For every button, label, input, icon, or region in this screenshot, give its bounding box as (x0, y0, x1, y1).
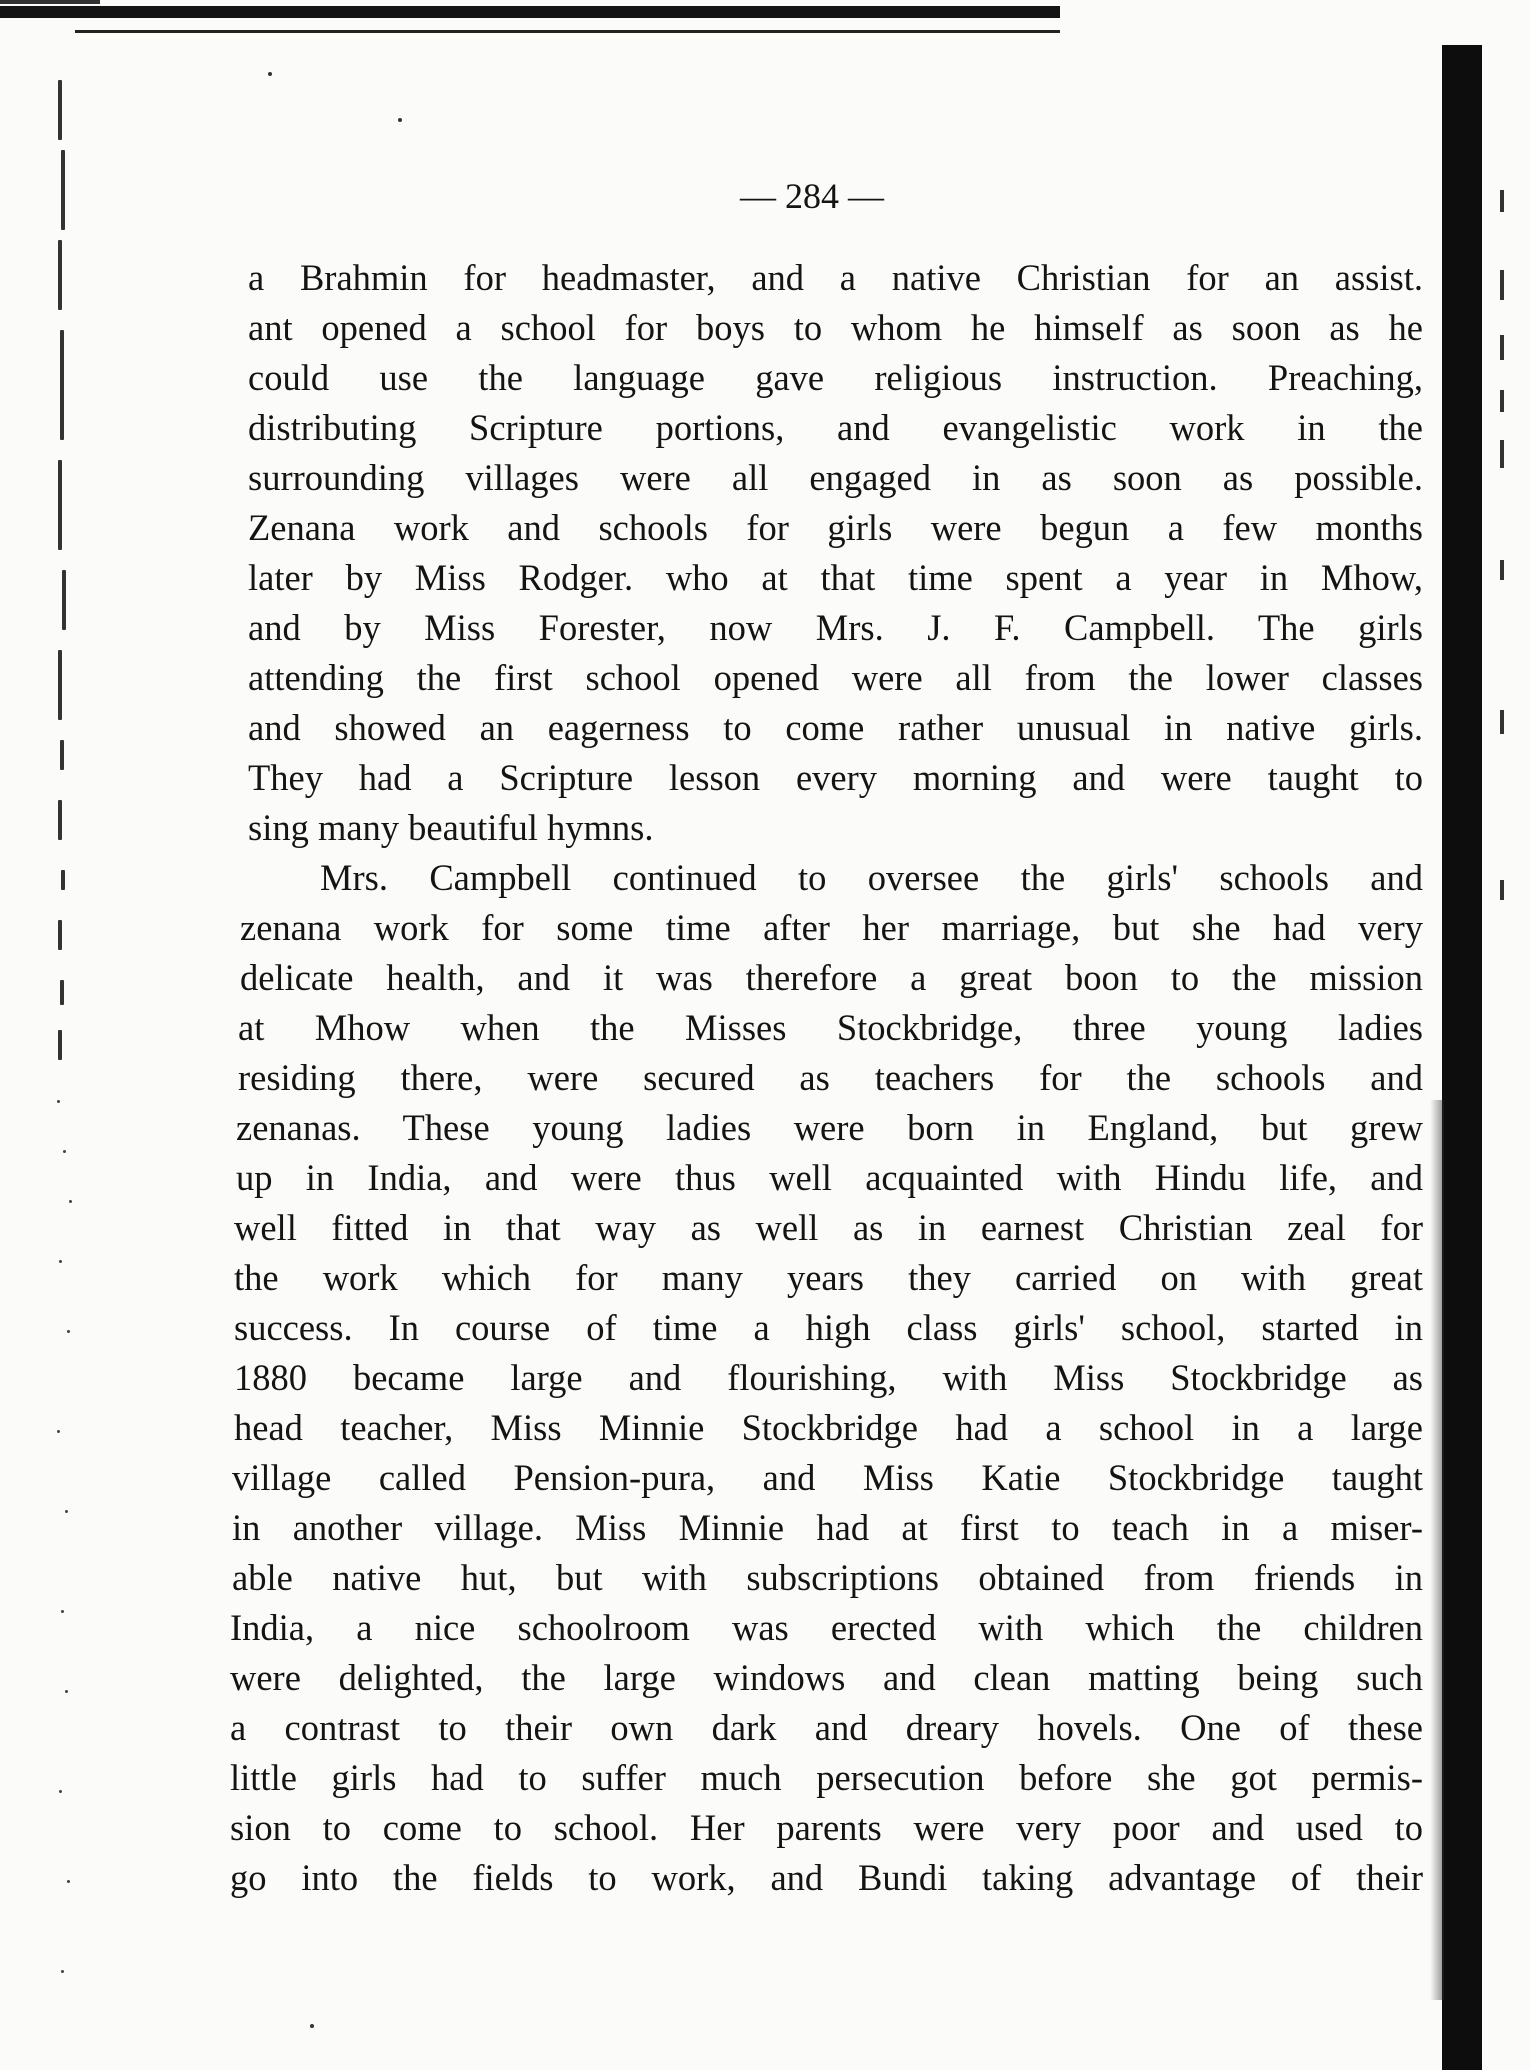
text-line: could use the language gave religious instruction. Preaching, (248, 357, 1423, 398)
text-line: sion to come to school. Her parents were very poor and used to (230, 1807, 1423, 1848)
top-border-thick (0, 6, 1060, 18)
text-line: 1880 became large and flourishing, with Miss Stockbridge as (234, 1357, 1423, 1398)
right-edge-shadow (1430, 1100, 1444, 2000)
text-line: at Mhow when the Misses Stockbridge, three young ladies (238, 1007, 1423, 1048)
text-line: able native hut, but with subscriptions obtained from friends in (232, 1557, 1423, 1598)
text-line: zenana work for some time after her marriage, but she had very (240, 907, 1423, 948)
text-line: attending the first school opened were all from the lower classes (248, 657, 1423, 698)
left-binding-marks (58, 40, 72, 1080)
text-line: distributing Scripture portions, and evangelistic work in the (248, 407, 1423, 448)
text-line: a contrast to their own dark and dreary hovels. One of these (230, 1707, 1423, 1748)
text-line: and by Miss Forester, now Mrs. J. F. Campbell. The girls (248, 607, 1423, 648)
text-line: delicate health, and it was therefore a great boon to the mission (240, 957, 1423, 998)
text-line: Mrs. Campbell continued to oversee the girls' schools and (320, 857, 1423, 898)
text-line: zenanas. These young ladies were born in England, but grew (236, 1107, 1423, 1148)
page-number: — 284 — (740, 176, 884, 216)
left-margin-specks (55, 1090, 95, 2050)
text-line: little girls had to suffer much persecution before she got permis- (230, 1757, 1423, 1798)
text-line: a Brahmin for headmaster, and a native Christian for an assist. (248, 257, 1423, 298)
top-edge-mark (0, 0, 100, 4)
text-line: success. In course of time a high class girls' school, started in (234, 1307, 1423, 1348)
text-line: India, a nice schoolroom was erected with which the children (230, 1607, 1423, 1648)
text-line: well fitted in that way as well as in earnest Christian zeal for (234, 1207, 1423, 1248)
text-line: the work which for many years they carried on with great (234, 1257, 1423, 1298)
text-line: They had a Scripture lesson every morning and were taught to (248, 757, 1423, 798)
speck (310, 2024, 314, 2028)
speck (398, 118, 402, 122)
text-line: were delighted, the large windows and clean matting being such (230, 1657, 1423, 1698)
text-line: in another village. Miss Minnie had at first to teach in a miser- (232, 1507, 1423, 1548)
speck (268, 72, 272, 76)
text-line: ant opened a school for boys to whom he himself as soon as he (248, 307, 1423, 348)
right-dark-edge (1442, 45, 1482, 2070)
text-line: residing there, were secured as teachers for the schools and (238, 1057, 1423, 1098)
text-line: head teacher, Miss Minnie Stockbridge had a school in a large (234, 1407, 1423, 1448)
text-line: later by Miss Rodger. who at that time spent a year in Mhow, (248, 557, 1423, 598)
right-margin-marks (1500, 160, 1520, 920)
text-line: and showed an eagerness to come rather unusual in native girls. (248, 707, 1423, 748)
text-line: up in India, and were thus well acquainted with Hindu life, and (236, 1157, 1423, 1198)
text-line: Zenana work and schools for girls were begun a few months (248, 507, 1423, 548)
text-line: sing many beautiful hymns. (248, 807, 654, 848)
text-line: village called Pension-pura, and Miss Katie Stockbridge taught (232, 1457, 1423, 1498)
text-line: go into the fields to work, and Bundi taking advantage of their (230, 1857, 1423, 1898)
text-line: surrounding villages were all engaged in as soon as possible. (248, 457, 1423, 498)
top-border-thin (75, 30, 1060, 33)
